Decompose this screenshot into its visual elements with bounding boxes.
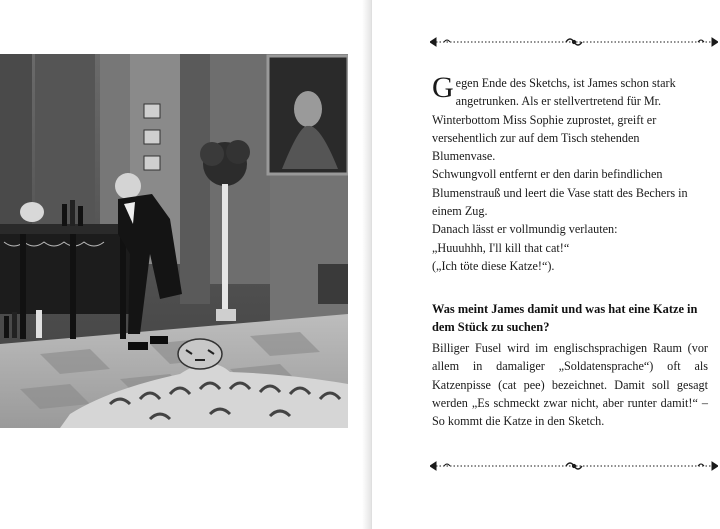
paragraph-3: Danach lässt er vollmundig verlauten: [432,222,618,237]
quote-german: („Ich töte diese Katze!“). [432,258,555,273]
ornament-divider-bottom [430,459,718,473]
ornament-divider-top [430,35,718,49]
quote-english: „Huuuhhh, I'll kill that cat!“ [432,240,570,255]
paragraph-1 [432,71,702,165]
drop-cap: G [432,71,454,104]
answer-paragraph: Billiger Fusel wird im englischsprachigen Raum (vor allem in damaliger „Soldatensprache“) oft als Katzenpisse (cat pee) bezeichnet. Damit soll gesagt werden „Es schmeckt zwar nicht, aber runter damit!“ – So kommt die Katze in den Sketch. [432,341,708,429]
paragraph-2: Schwungvoll entfernt er den darin befindlichen Blumenstrauß und leert die Vase statt des Bechers in einem Zug. [432,167,688,219]
main-text [432,71,702,275]
paragraph-1-text: egen Ende des Sketchs, ist James schon stark angetrunken. Als er stellvertretend für Mr. Winterbottom Miss Sophie zuprostet, greift er versehentlich zur auf dem Tisch stehenden Blumenvase. [432,76,676,164]
question-heading: Was meint James damit und was hat eine Katze in dem Stück zu suchen? [432,302,698,335]
photo-james-tiger [0,54,348,428]
